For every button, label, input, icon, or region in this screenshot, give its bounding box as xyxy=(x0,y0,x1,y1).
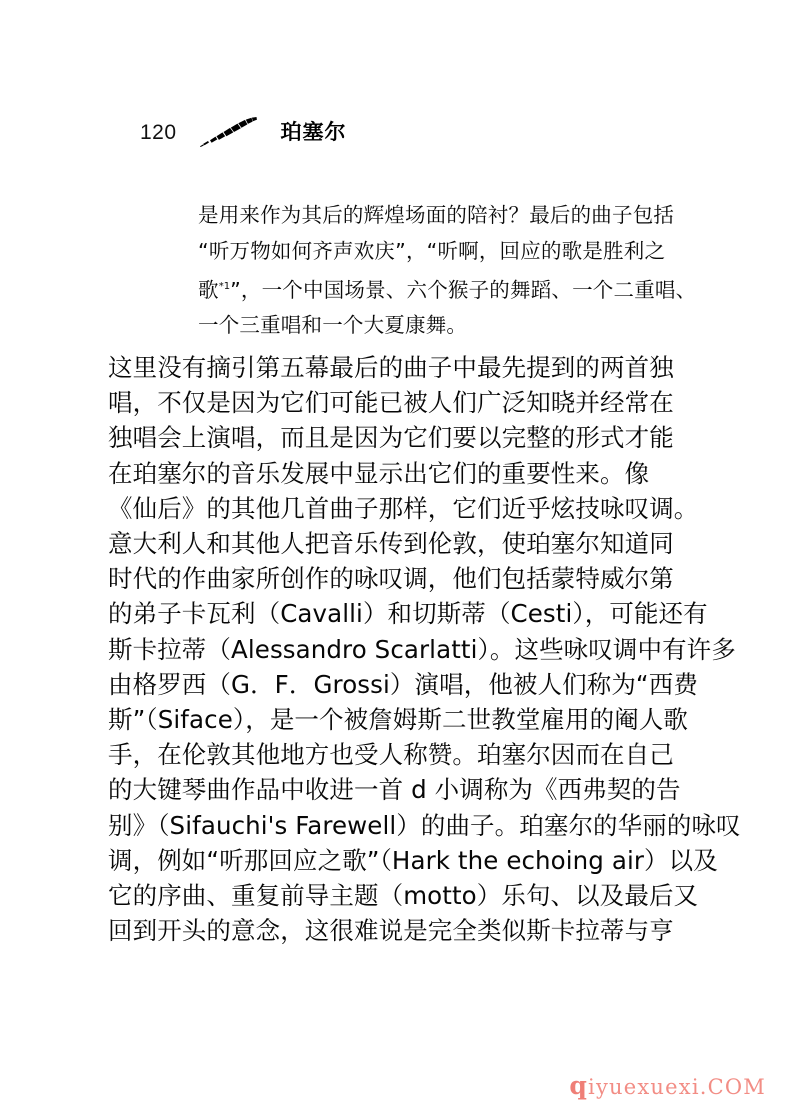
extract-block xyxy=(198,198,697,344)
watermark-initial: q xyxy=(569,1071,589,1100)
extract-line-rest: ”，一个中国场景、六个猴子的舞蹈、一个二重唱、 xyxy=(230,277,697,302)
extract-line: 是用来作为其后的辉煌场面的陪衬？最后的曲子包括 xyxy=(198,203,675,227)
body-line: 的大键琴曲作品中收进一首 d 小调称为《西弗契的告 xyxy=(108,775,681,805)
site-watermark xyxy=(569,1073,766,1098)
body-line: 斯”（Siface），是一个被詹姆斯二世教堂雇用的阉人歌 xyxy=(108,705,689,735)
body-line: 别》（Sifauchi's Farewell）的曲子。珀塞尔的华丽的咏叹 xyxy=(108,810,741,840)
body-line: 斯卡拉蒂（Alessandro Scarlatti）。这些咏叹调中有许多 xyxy=(108,634,736,664)
running-head xyxy=(140,112,660,152)
body-line: 这里没有摘引第五幕最后的曲子中最先提到的两首独 xyxy=(108,353,674,382)
body-line: 意大利人和其他人把音乐传到伦敦，使珀塞尔知道同 xyxy=(108,529,674,559)
body-line: 在珀塞尔的音乐发展中显示出它们的重要性来。像 xyxy=(108,458,650,488)
body-line: 唱，不仅是因为它们可能已被人们广泛知晓并经常在 xyxy=(108,388,674,418)
body-line: 调，例如“听那回应之歌”（Hark the echoing air）以及 xyxy=(108,845,718,875)
body-line: 时代的作曲家所创作的咏叹调，他们包括蒙特威尔第 xyxy=(108,564,674,594)
diagonal-flourish-ornament-icon xyxy=(199,117,261,147)
page-title: 珀塞尔 xyxy=(280,119,347,144)
extract-line xyxy=(198,269,697,308)
body-line: 《仙后》的其他几首曲子那样，它们近乎炫技咏叹调。 xyxy=(108,493,699,523)
body-line: 的弟子卡瓦利（Cavalli）和切斯蒂（Cesti），可能还有 xyxy=(108,599,708,629)
body-line: 由格罗西（G．F．Grossi）演唱，他被人们称为“西费 xyxy=(108,669,698,699)
extract-line-text: 歌$^{*1}$”，一个中国场景、六个猴子的舞蹈、一个二重唱、 xyxy=(198,277,697,302)
extract-line: 一个三重唱和一个大夏康舞。 xyxy=(198,313,468,338)
footnote-marker: *1 xyxy=(218,281,231,292)
body-paragraph xyxy=(108,350,741,948)
extract-line: “听万物如何齐声欢庆”，“听啊，回应的歌是胜利之 xyxy=(198,238,666,263)
body-line: 手，在伦敦其他地方也受人称赞。珀塞尔因而在自己 xyxy=(108,740,674,770)
body-line: 独唱会上演唱，而且是因为它们要以完整的形式才能 xyxy=(108,423,674,453)
body-line: 它的序曲、重复前导主题（motto）乐句、以及最后又 xyxy=(108,881,699,911)
watermark-text: iyuexuexi.COM xyxy=(588,1075,766,1099)
page-number: 120 xyxy=(140,120,177,144)
body-line: 回到开头的意念，这很难说是完全类似斯卡拉蒂与亨 xyxy=(108,916,674,946)
